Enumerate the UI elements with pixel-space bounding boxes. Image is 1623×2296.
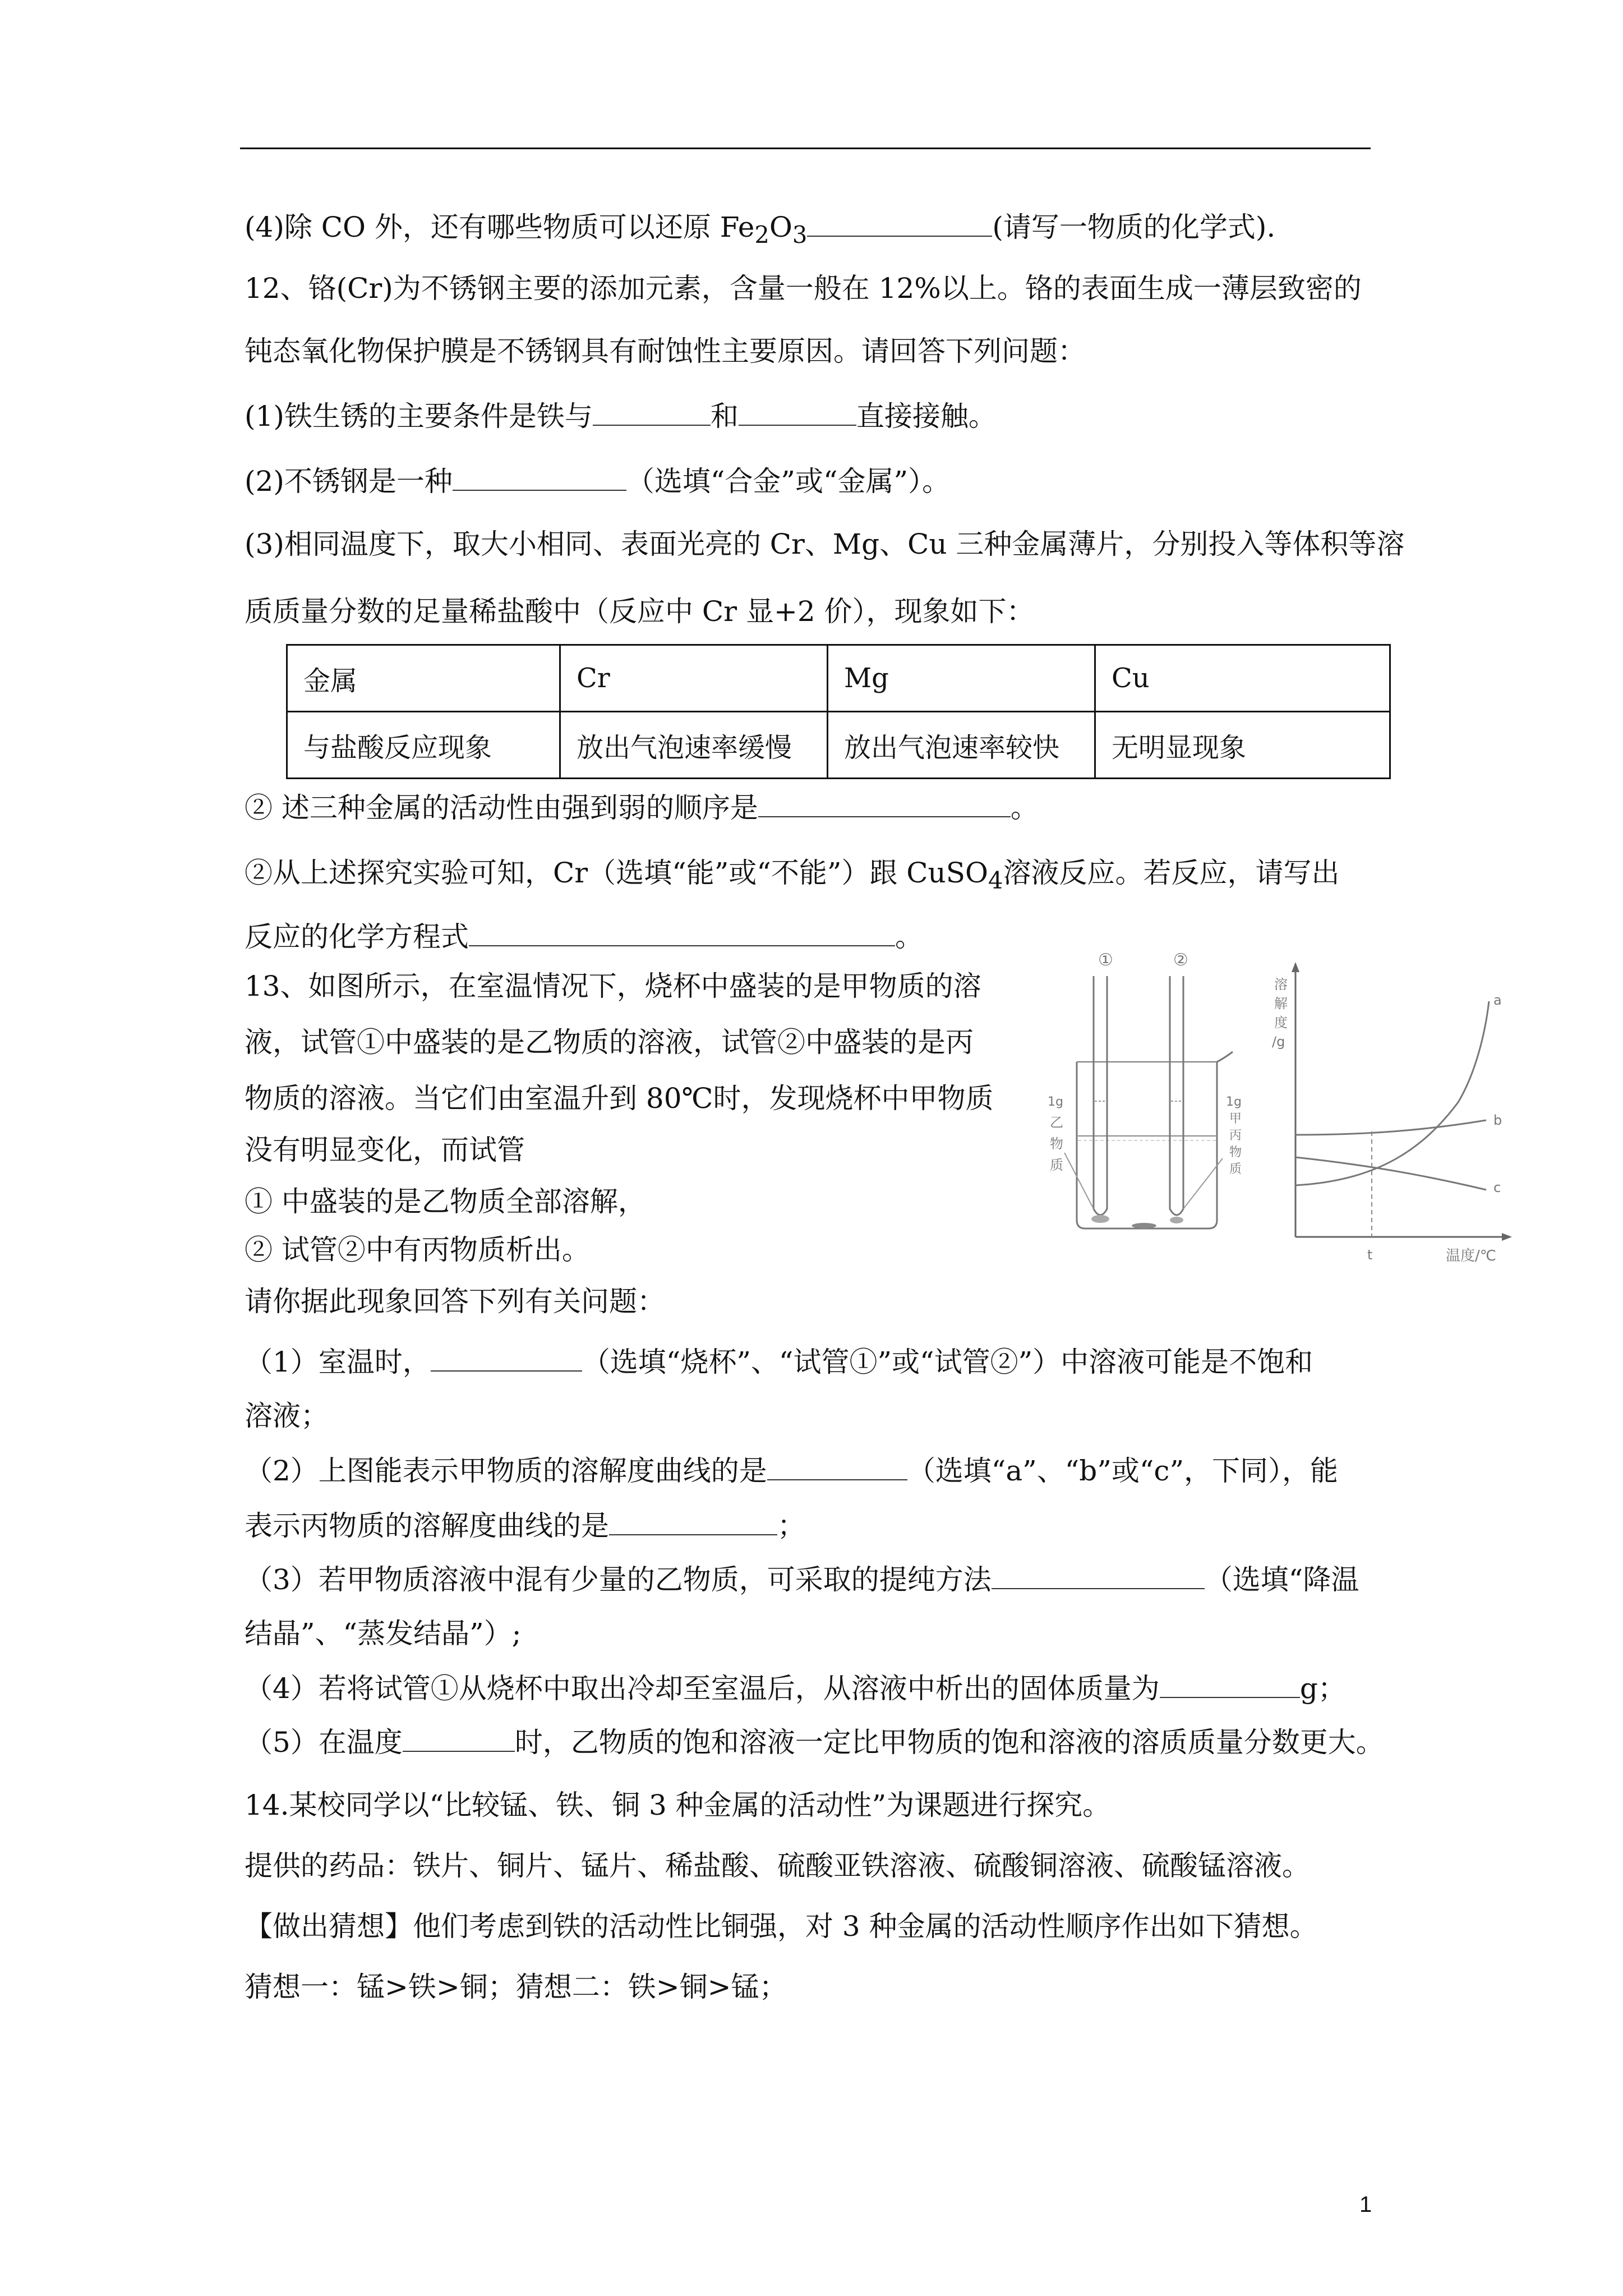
answer-blank[interactable] bbox=[431, 1346, 582, 1372]
table-cell: Mg bbox=[828, 645, 1095, 712]
q12-part3-line1: (3)相同温度下，取大小相同、表面光亮的 Cr、Mg、Cu 三种金属薄片，分别投入等体积等溶 bbox=[245, 528, 1405, 560]
y-axis-label: 度 bbox=[1274, 1015, 1288, 1030]
q13-stem-line3: 物质的溶液。当它们由室温升到 80℃时，发现烧杯中甲物质 bbox=[245, 1082, 994, 1115]
left-tag-line: 物 bbox=[1050, 1136, 1063, 1152]
answer-blank[interactable] bbox=[739, 400, 856, 426]
q13-answer2: （2）上图能表示甲物质的溶解度曲线的是 （选填“a”、“b”或“c”，下同），能 bbox=[245, 1455, 1339, 1487]
q12-stem-line2: 钝态氧化物保护膜是不锈钢具有耐蚀性主要原因。请回答下列问题： bbox=[245, 335, 1086, 367]
table-row bbox=[287, 712, 1390, 779]
x-axis-arrow bbox=[1502, 1233, 1512, 1241]
q13-answer3-cont: 结晶”、“蒸发结晶”）; bbox=[245, 1617, 522, 1650]
q14-line2: 提供的药品：铁片、铜片、锰片、稀盐酸、硫酸亚铁溶液、硫酸铜溶液、硫酸锰溶液。 bbox=[245, 1849, 1310, 1882]
q14-line4: 猜想一：锰>铁>铜；猜想二：铁>铜>锰； bbox=[245, 1971, 787, 2003]
answer-blank[interactable] bbox=[758, 792, 1011, 817]
answer-blank[interactable] bbox=[453, 465, 626, 491]
table-cell: 放出气泡速率较快 bbox=[828, 712, 1095, 779]
q13-stem-line4: 没有明显变化，而试管 bbox=[245, 1134, 525, 1166]
right-tag-line: 丙 bbox=[1229, 1129, 1242, 1143]
q12-stem-line1: 12、铬(Cr)为不锈钢主要的添加元素，含量一般在 12%以上。铬的表面生成一薄层致密的 bbox=[245, 272, 1362, 305]
answer-blank[interactable] bbox=[609, 1510, 777, 1535]
t-label: t bbox=[1367, 1247, 1373, 1263]
table-cell: Cr bbox=[560, 645, 828, 712]
q13-answer4: （4）若将试管①从烧杯中取出冷却至室温后，从溶液中析出的固体质量为 g； bbox=[245, 1672, 1346, 1705]
q14-line1: 14.某校同学以“比较锰、铁、铜 3 种金属的活动性”为课题进行探究。 bbox=[245, 1789, 1111, 1821]
curve-b bbox=[1295, 1120, 1486, 1135]
q13-stem-line7: 请你据此现象回答下列有关问题： bbox=[245, 1285, 665, 1318]
y-axis-label: 解 bbox=[1274, 996, 1288, 1011]
right-tag-line: 物 bbox=[1229, 1145, 1242, 1159]
right-tag-line: 甲 bbox=[1229, 1112, 1242, 1126]
y-axis-label: /g bbox=[1272, 1034, 1285, 1050]
curve-b-label: b bbox=[1493, 1112, 1502, 1128]
table-cell: 无明显现象 bbox=[1095, 712, 1390, 779]
test-tube-1 bbox=[1094, 976, 1107, 1215]
curve-a bbox=[1295, 1001, 1489, 1185]
q13-stem-line6: ② 试管②中有丙物质析出。 bbox=[245, 1234, 590, 1266]
tube2-label: ② bbox=[1173, 950, 1188, 970]
q13-stem-line2: 液，试管①中盛装的是乙物质的溶液，试管②中盛装的是丙 bbox=[245, 1026, 974, 1059]
q13-stem-line5: ① 中盛装的是乙物质全部溶解， bbox=[245, 1185, 646, 1218]
q13-stem-line1: 13、如图所示，在室温情况下，烧杯中盛装的是甲物质的溶 bbox=[245, 970, 981, 1002]
test-tube-2 bbox=[1170, 976, 1183, 1215]
answer-blank[interactable] bbox=[469, 921, 895, 946]
header-rule bbox=[240, 148, 1371, 149]
table-cell: 与盐酸反应现象 bbox=[287, 712, 560, 779]
metal-reaction-table bbox=[286, 644, 1391, 779]
answer-blank[interactable] bbox=[807, 211, 992, 237]
answer-blank[interactable] bbox=[1160, 1672, 1300, 1698]
y-axis-arrow bbox=[1292, 962, 1299, 972]
table-cell: 金属 bbox=[287, 645, 560, 712]
q12-part1: (1)铁生锈的主要条件是铁与 和 直接接触。 bbox=[245, 400, 997, 432]
left-tag-line: 乙 bbox=[1050, 1115, 1063, 1130]
answer-blank[interactable] bbox=[992, 1563, 1205, 1589]
solid-1 bbox=[1091, 1215, 1109, 1223]
answer-blank[interactable] bbox=[593, 400, 711, 426]
q12-sub3: 反应的化学方程式 。 bbox=[245, 921, 923, 953]
table-header-row bbox=[287, 645, 1390, 712]
tube1-label: ① bbox=[1098, 950, 1113, 970]
curve-c-label: c bbox=[1493, 1180, 1501, 1195]
answer-blank[interactable] bbox=[767, 1455, 907, 1480]
solid-2 bbox=[1170, 1217, 1183, 1223]
curve-a-label: a bbox=[1493, 992, 1502, 1008]
solid-beaker bbox=[1132, 1223, 1156, 1228]
page-number: 1 bbox=[1359, 2192, 1372, 2217]
q13-figure bbox=[1032, 945, 1520, 1276]
right-tag-line: 质 bbox=[1229, 1162, 1242, 1176]
y-axis-label: 溶 bbox=[1274, 977, 1288, 992]
q12-part2: (2)不锈钢是一种 （选填“合金”或“金属”）。 bbox=[245, 465, 951, 498]
answer-blank[interactable] bbox=[403, 1726, 515, 1752]
q13-answer1-cont: 溶液； bbox=[245, 1400, 329, 1432]
table-cell: 放出气泡速率缓慢 bbox=[560, 712, 828, 779]
q12-part3-line2: 质质量分数的足量稀盐酸中（反应中 Cr 显+2 价），现象如下： bbox=[245, 595, 1035, 628]
left-tag-pointer bbox=[1064, 1153, 1094, 1209]
q13-answer1: （1）室温时， （选填“烧杯”、“试管①”或“试管②”）中溶液可能是不饱和 bbox=[245, 1346, 1313, 1378]
q11-part4: (4)除 CO 外，还有哪些物质可以还原 $Fe_2O_3$ (请写一物质的化学式). bbox=[245, 211, 1276, 249]
table-cell: Cu bbox=[1095, 645, 1390, 712]
q12-sub2: ②从上述探究实验可知，Cr（选填“能”或“不能”）跟 CuSO$_4$溶液反应。若反应，请写出 bbox=[245, 857, 1340, 894]
q13-answer2-cont: 表示丙物质的溶解度曲线的是 ； bbox=[245, 1510, 805, 1542]
right-tag-line: 1g bbox=[1226, 1095, 1242, 1109]
x-axis-label: 温度/℃ bbox=[1446, 1248, 1496, 1264]
q13-answer3: （3）若甲物质溶液中混有少量的乙物质，可采取的提纯方法 （选填“降温 bbox=[245, 1563, 1359, 1596]
q12-sub1: ② 述三种金属的活动性由强到弱的顺序是 。 bbox=[245, 792, 1039, 824]
left-tag-line: 1g bbox=[1048, 1095, 1063, 1109]
left-tag-line: 质 bbox=[1050, 1157, 1063, 1173]
q13-answer5: （5）在温度 时，乙物质的饱和溶液一定比甲物质的饱和溶液的溶质质量分数更大。 bbox=[245, 1726, 1384, 1759]
q14-line3: 【做出猜想】他们考虑到铁的活动性比铜强，对 3 种金属的活动性顺序作出如下猜想。 bbox=[245, 1910, 1318, 1943]
